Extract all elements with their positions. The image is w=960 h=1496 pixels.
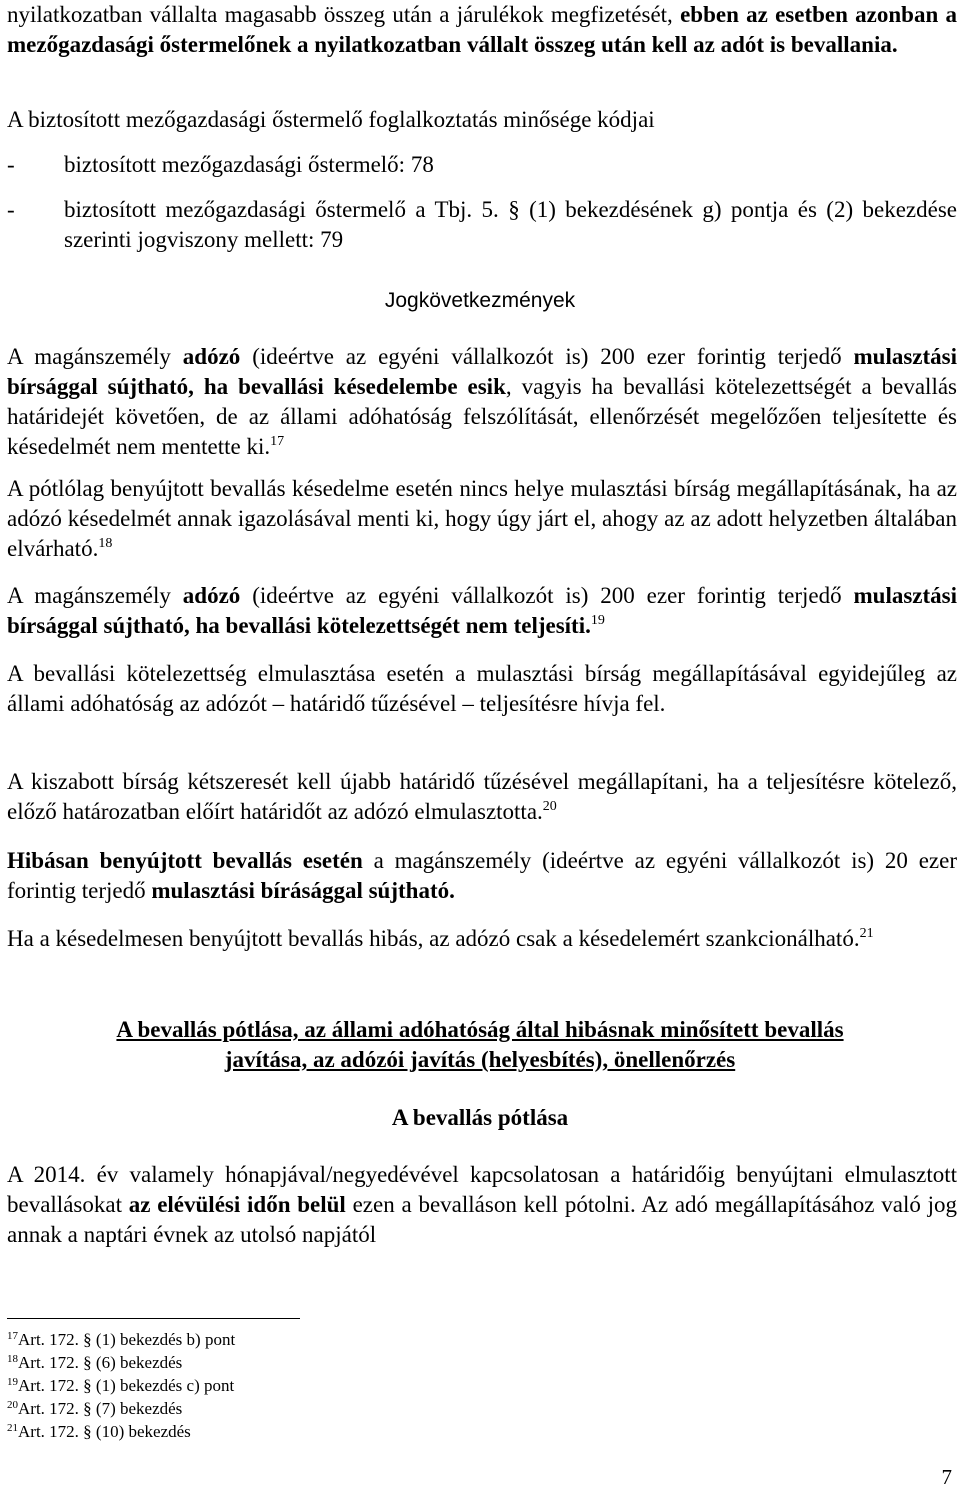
footnote-ref-21: 21: [859, 926, 874, 941]
emphasis-text: ebben az esetben azonban a mezőgazdasági őstermelőnek a nyilatkozatban vállalt összeg után kell az adót is bevallania.: [7, 2, 957, 57]
codes-heading: A biztosított mezőgazdasági őstermelő foglalkoztatás minősége kódjai: [7, 107, 655, 132]
footnote-19: $^{19}$Art. 172. § (1) bekezdés c) pont: [7, 1376, 235, 1395]
code-item-79: biztosított mezőgazdasági őstermelő a Tbj. 5. § (1) bekezdésének g) pontja és (2) bekezdése szerinti jogviszony mellett: 79: [64, 197, 957, 252]
section-title-potlas: A bevallás pótlása: [391, 1105, 569, 1130]
footnote-ref-19: 19: [590, 613, 605, 628]
footnote-separator: [7, 1318, 300, 1319]
footnote-ref-18: 18: [98, 536, 113, 551]
paragraph-non-filing-fine: A magánszemély adózó (ideértve az egyéni vállalkozót is) 200 ezer forintig terjedő mulasztási bírsággal sújtható, ha bevallási kötelezettségét nem teljesíti.$^{19}$: [7, 583, 957, 638]
list-dash: -: [7, 197, 15, 222]
footnote-17: $^{17}$Art. 172. § (1) bekezdés b) pont: [7, 1330, 236, 1349]
paragraph-supplement: A 2014. év valamely hónapjával/negyedévével kapcsolatosan a határidőig benyújtani elmulasztott bevallásokat az elévülési időn belül ezen a bevalláson kell pótolni. Az adó megállapításához való jog annak a naptári évnek az utolsó napjától: [7, 1162, 957, 1247]
section-title-jogkovetkezmenyek: Jogkövetkezmények: [384, 289, 576, 312]
footnote-ref-17: 17: [270, 434, 285, 449]
footnote-21: $^{21}$Art. 172. § (10) bekezdés: [7, 1422, 191, 1441]
paragraph-sanction: Ha a késedelmesen benyújtott bevallás hibás, az adózó csak a késedelemért szankcionálható.$^{21}$: [7, 926, 874, 951]
footnote-ref-20: 20: [542, 799, 557, 814]
footnote-20: $^{20}$Art. 172. § (7) bekezdés: [7, 1399, 183, 1418]
section-title-correction: A bevallás pótlása, az állami adóhatóság által hibásnak minősített bevallás javítása, az adózói javítás (helyesbítés), önellenőrzés: [116, 1017, 844, 1072]
paragraph-late-filing-fine: A magánszemély adózó (ideértve az egyéni vállalkozót is) 200 ezer forintig terjedő mulasztási bírsággal sújtható, ha bevallási késedelembe esik, vagyis ha bevallási kötelezettségét a bevallás határidejét követően, de az állami adóhatóság felszólítását, ellenőrzését megelőzően teljesítette és késedelmét nem mentette ki.$^{17}$: [7, 344, 957, 459]
paragraph-double-fine: A kiszabott bírság kétszeresét kell újabb határidő tűzésével megállapítani, ha a teljesítésre kötelező, előző határozatban előírt határidőt az adózó elmulasztotta.$^{20}$: [7, 769, 957, 824]
page-number: 7: [941, 1465, 952, 1489]
paragraph-excused-delay: A pótlólag benyújtott bevallás késedelme esetén nincs helye mulasztási bírság megállapításának, ha az adózó késedelmét annak igazolásával menti ki, hogy úgy járt el, ahogy az az adott helyzetben általában elvárható.$^{18}$: [7, 476, 957, 561]
paragraph-summons: A bevallási kötelezettség elmulasztása esetén a mulasztási bírság megállapításával egyidejűleg az állami adóhatóság az adózót – határidő tűzésével – teljesítésre hívja fel.: [7, 661, 957, 716]
paragraph-intro: nyilatkozatban vállalta magasabb összeg után a járulékok megfizetését, ebben az esetben azonban a mezőgazdasági őstermelőnek a nyilatkozatban vállalt összeg után kell az adót is bevallania.: [7, 2, 957, 57]
code-item-78: - biztosított mezőgazdasági őstermelő: 78: [7, 152, 434, 177]
paragraph-faulty-return: Hibásan benyújtott bevallás esetén a magánszemély (ideértve az egyéni vállalkozót is) 20 ezer forintig terjedő mulasztási bírásággal sújtható.: [7, 848, 958, 903]
footnote-18: $^{18}$Art. 172. § (6) bekezdés: [7, 1353, 183, 1372]
